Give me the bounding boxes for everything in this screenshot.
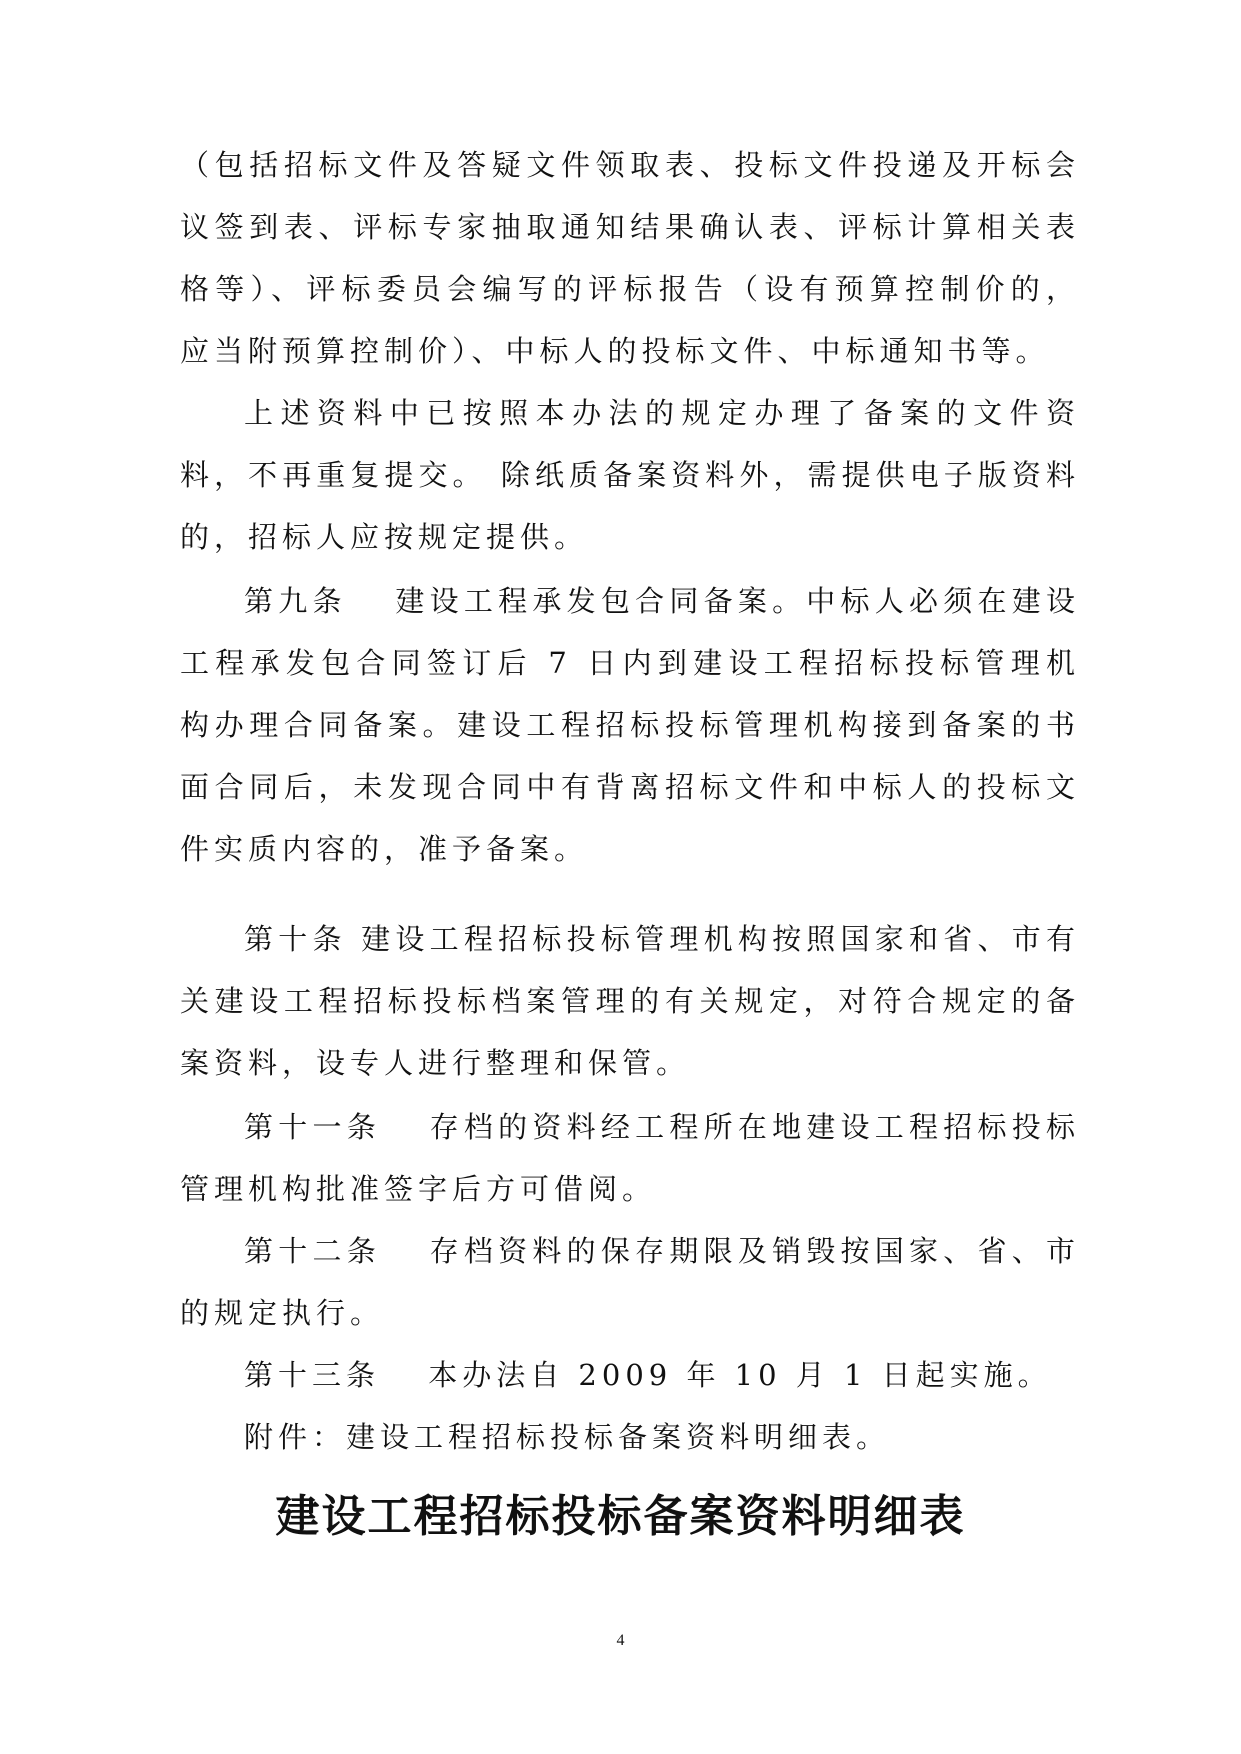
paragraph-article-10: 第十条 建设工程招标投标管理机构按照国家和省、市有关建设工程招标投标档案管理的有关规定，对符合规定的备案资料，设专人进行整理和保管。	[180, 922, 1080, 1080]
paragraph-article-11: 第十一条 存档的资料经工程所在地建设工程招标投标管理机构批准签字后方可借阅。	[180, 1110, 1080, 1206]
page-number: 4	[616, 1632, 625, 1649]
paragraph-no-duplicate-submission: 上述资料中已按照本办法的规定办理了备案的文件资料，不再重复提交。 除纸质备案资料外，需提供电子版资料的，招标人应按规定提供。	[180, 396, 1080, 554]
paragraph-article-9: 第九条 建设工程承发包合同备案。中标人必须在建设工程承发包合同签订后 7 日内到建设工程招标投标管理机构办理合同备案。建设工程招标投标管理机构接到备案的书面合同后，未发现合同中有背离招标文件和中标人的投标文件实质内容的，准予备案。	[180, 584, 1080, 866]
paragraph-attachment: 附件：建设工程招标投标备案资料明细表。	[244, 1420, 891, 1454]
paragraph-article-13: 第十三条 本办法自 2009 年 10 月 1 日起实施。	[244, 1358, 1052, 1392]
paragraph-article-12: 第十二条 存档资料的保存期限及销毁按国家、省、市的规定执行。	[180, 1234, 1080, 1330]
paragraph-filing-materials-list: （包括招标文件及答疑文件领取表、投标文件投递及开标会议签到表、评标专家抽取通知结果确认表、评标计算相关表格等）、评标委员会编写的评标报告（设有预算控制价的，应当附预算控制价）、中标人的投标文件、中标通知书等。	[180, 148, 1080, 368]
table-title: 建设工程招标投标备案资料明细表	[275, 1491, 966, 1542]
